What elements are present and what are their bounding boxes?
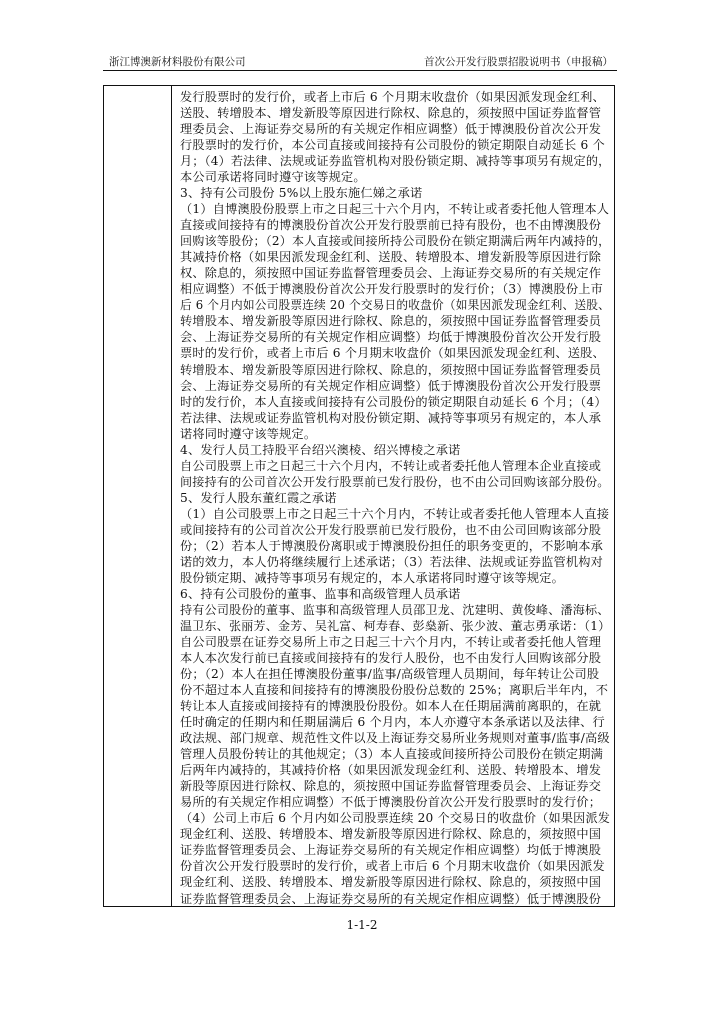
text-line: 权、除息的，须按照中国证券监督管理委员会、上海证券交易所的有关规定作 — [180, 266, 602, 281]
text-line: 份；（2）本人在担任博澳股份董事/监事/高级管理人员期间，每年转让公司股 — [180, 667, 600, 682]
text-line: 股份锁定期、减持等事项另有规定的，本人承诺将同时遵守该等规定。 — [180, 570, 565, 585]
text-line: 6、持有公司股份的董事、监事和高级管理人员承诺 — [180, 586, 461, 601]
header-divider — [103, 70, 617, 71]
text-line: 送股、转增股本、增发新股等原因进行除权、除息的，须按照中国证券监督管 — [180, 106, 602, 121]
text-line: 5、发行人股东董红霞之承诺 — [180, 490, 337, 505]
text-line: 易所的有关规定作相应调整）不低于博澳股份首次公开发行股票时的发行价； — [180, 795, 602, 810]
text-line: 自公司股票在证券交易所上市之日起三十六个月内，不转让或者委托他人管理 — [180, 635, 602, 650]
text-line: 任时确定的任期内和任期届满后 6 个月内，本人亦遵守本条承诺以及法律、行 — [180, 715, 605, 730]
text-line: 月；（4）若法律、法规或证券监管机构对股份锁定期、减持等事项另有规定的， — [180, 154, 611, 169]
text-line: 本公司承诺将同时遵守该等规定。 — [180, 170, 366, 185]
text-line: 本人本次发行前已直接或间接持有的发行人股份，也不由发行人回购该部分股 — [180, 651, 602, 666]
text-line: 份不超过本人直接和间接持有的博澳股份股份总数的 25%；离职后半年内，不 — [180, 683, 609, 698]
text-line: （1）自公司股票上市之日起三十六个月内，不转让或者委托他人管理本人直接 — [180, 506, 610, 521]
text-line: 转增股本、增发新股等原因进行除权、除息的，须按照中国证券监督管理委员 — [180, 314, 602, 329]
text-line: 现金红利、送股、转增股本、增发新股等原因进行除权、除息的，须按照中国 — [180, 875, 602, 890]
table-content-cell — [174, 86, 614, 906]
text-line: 管理人员股份转让的其他规定；（3）本人直接或间接所持公司股份在锁定期满 — [180, 747, 604, 762]
text-line: 间接持有的公司首次公开发行股票前已发行股份，也不由公司回购该部分股份。 — [180, 474, 610, 489]
text-line: 新股等原因进行除权、除息的，须按照中国证券监督管理委员会、上海证券交 — [180, 779, 602, 794]
text-line: 发行股票时的发行价，或者上市后 6 个月期末收盘价（如果因派发现金红利、 — [180, 90, 605, 104]
company-name: 浙江博澳新材料股份有限公司 — [109, 56, 246, 68]
text-line: 3、持有公司股份 5%以上股东施仁娣之承诺 — [180, 186, 423, 201]
text-line: 证券监督管理委员会、上海证券交易所的有关规定作相应调整）低于博澳股份 — [180, 891, 602, 906]
text-line: 诺的效力，本人仍将继续履行上述承诺；（3）若法律、法规或证券监管机构对 — [180, 554, 604, 569]
table-left-column — [104, 86, 172, 906]
text-line: 4、发行人员工持股平台绍兴澳棱、绍兴博棱之承诺 — [180, 442, 461, 457]
text-line: （1）自博澳股份股票上市之日起三十六个月内，不转让或者委托他人管理本人 — [180, 202, 610, 217]
text-line: 转增股本、增发新股等原因进行除权、除息的，须按照中国证券监督管理委员 — [180, 362, 602, 377]
text-line: （4）公司上市后 6 个月内如公司股票连续 20 个交易日的收盘价（如果因派发 — [180, 811, 611, 826]
text-line: 回购该等股份；（2）本人直接或间接所持公司股份在锁定期满后两年内减持的， — [180, 234, 611, 249]
text-line: 持有公司股份的董事、监事和高级管理人员邵卫龙、沈建明、黄俊峰、潘海标、 — [180, 602, 610, 617]
text-line: 证券监督管理委员会、上海证券交易所的有关规定作相应调整）均低于博澳股 — [180, 843, 602, 858]
text-line: 份；（2）若本人于博澳股份离职或于博澳股份担任的职务变更的，不影响本承 — [180, 538, 604, 553]
text-line: 转让本人直接或间接持有的博澳股份股份。如本人在任期届满前离职的，在就 — [180, 699, 602, 714]
text-line: 票时的发行价，或者上市后 6 个月期末收盘价（如果因派发现金红利、送股、 — [180, 346, 605, 361]
text-line: 现金红利、送股、转增股本、增发新股等原因进行除权、除息的，须按照中国 — [180, 827, 602, 842]
text-line: 自公司股票上市之日起三十六个月内，不转让或者委托他人管理本企业直接或 — [180, 458, 602, 473]
document-title: 首次公开发行股票招股说明书（申报稿） — [424, 56, 613, 68]
text-line: 政法规、部门规章、规范性文件以及上海证券交易所业务规则对董事/监事/高级 — [180, 731, 610, 746]
text-line: 后 6 个月内如公司股票连续 20 个交易日的收盘价（如果因派发现金红利、送股、 — [180, 298, 610, 313]
text-line: 其减持价格（如果因派发现金红利、送股、转增股本、增发新股等原因进行除 — [180, 250, 602, 265]
text-line: 温卫东、张丽芳、金芳、吴礼富、柯寿春、彭燊新、张少波、董志勇承诺：（1） — [180, 618, 611, 633]
text-line: 后两年内减持的，其减持价格（如果因派发现金红利、送股、转增股本、增发 — [180, 763, 602, 778]
text-line: 或间接持有的公司首次公开发行股票前已发行股份，也不由公司回购该部分股 — [180, 522, 602, 537]
text-line: 理委员会、上海证券交易所的有关规定作相应调整）低于博澳股份首次公开发 — [180, 122, 602, 137]
text-line: 会、上海证券交易所的有关规定作相应调整）均低于博澳股份首次公开发行股 — [180, 330, 602, 345]
text-line: 时的发行价，本人直接或间接持有公司股份的锁定期限自动延长 6 个月；（4） — [180, 394, 607, 409]
commitment-table — [103, 85, 615, 907]
text-line: 若法律、法规或证券监管机构对股份锁定期、减持等事项另有规定的，本人承 — [180, 410, 602, 425]
page-number: 1-1-2 — [346, 918, 378, 932]
text-line: 诺将同时遵守该等规定。 — [180, 426, 317, 441]
page-header — [103, 50, 617, 72]
text-line: 份首次公开发行股票时的发行价，或者上市后 6 个月期末收盘价（如果因派发 — [180, 859, 605, 874]
text-line: 会、上海证券交易所的有关规定作相应调整）低于博澳股份首次公开发行股票 — [180, 378, 602, 393]
text-line: 直接或间接持有的博澳股份首次公开发行股票前已持有股份，也不由博澳股份 — [180, 218, 602, 233]
text-line: 相应调整）不低于博澳股份首次公开发行股票时的发行价；（3）博澳股份上市 — [180, 282, 604, 297]
text-line: 行股票时的发行价，本公司直接或间接持有公司股份的锁定期限自动延长 6 个 — [180, 138, 605, 153]
